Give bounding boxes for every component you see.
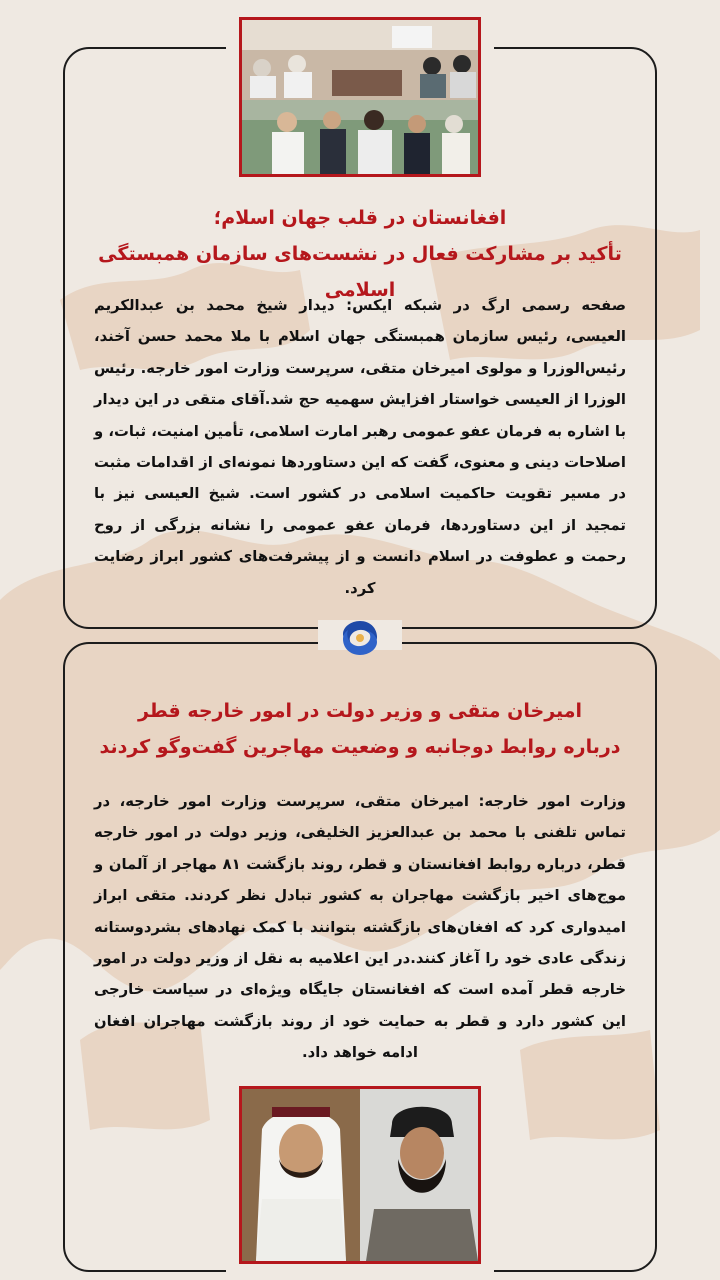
section-2-title-line-2: درباره روابط دوجانبه و وضعیت مهاجرین گفت‌وگو کردند — [99, 736, 621, 758]
section-2-title-line-1: امیرخان متقی و وزیر دولت در امور خارجه قطر — [137, 700, 583, 722]
brand-logo-icon — [339, 617, 381, 659]
section-1-body: صفحه رسمی ارگ در شبکه ایکس: دیدار شیخ محمد بن عبدالکریم العیسی، رئیس سازمان همبستگی جهان اسلام با ملا محمد حسن آخند، رئیس‌الوزرا و مولوی امیرخان متقی، سرپرست وزارت امور خارجه. رئیس الوزرا از العیسی خواستار افزایش سهمیه حج شد.آقای متقی در این دیدار با اشاره به فرمان عفو عمومی رهبر امارت اسلامی، تأمین امنیت، ثبات، و اصلاحات دینی و معنوی، گفت که این دستاوردها نمونه‌ای از اقدامات مثبت در مسیر تقویت حاکمیت اسلامی در کشور است. شیخ العیسی نیز با تمجید از این دستاوردها، فرمان عفو عمومی را نشانه بزرگی از روح رحمت و عطوفت در اسلام دانست و از پیشرفت‌های کشور ابراز رضایت کرد. — [94, 297, 626, 597]
section-1-title-line-1: افغانستان در قلب جهان اسلام؛ — [213, 207, 507, 229]
section-2-title — [80, 693, 640, 765]
meeting-photo — [239, 17, 481, 177]
ministers-portrait-photo — [239, 1086, 481, 1264]
section-2-body: وزارت امور خارجه: امیرخان متقی، سرپرست وزارت امور خارجه، در تماس تلفنی با محمد بن عبدالعزیز الخلیفی، وزیر دولت در امور خارجه قطر، درباره روابط افغانستان و قطر، روند بازگشت ۸۱ مهاجر از آلمان و موج‌های اخیر بازگشت مهاجران به کشور تبادل نظر کردند. متقی ابراز امیدواری کرد که افغان‌های بازگشته بتوانند با کمک نهادهای بشردوستانه زندگی عادی خود را آغاز کنند.در این اعلامیه به نقل از وزیر دولت در امور خارجه قطر آمده است که افغانستان جایگاه ویژه‌ای در سیاست خارجی این کشور دارد و قطر به حمایت خود از روند بازگشت مهاجران افغان ادامه خواهد داد. — [94, 793, 627, 1062]
section-1-title-line-2: تأکید بر مشارکت فعال در نشست‌های سازمان همبستگی اسلامی — [98, 243, 622, 301]
